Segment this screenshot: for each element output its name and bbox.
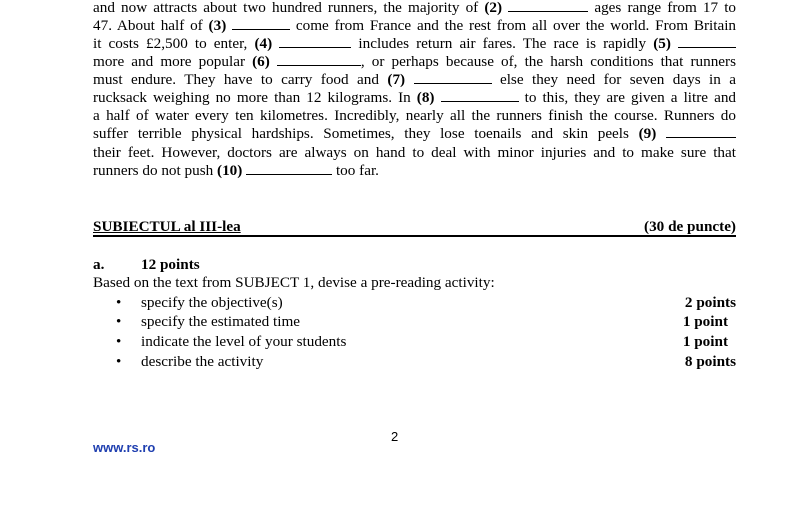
passage-line-1 <box>93 0 736 17</box>
gap-blank <box>279 35 351 48</box>
section-title: SUBIECTUL al III-lea <box>93 218 241 235</box>
task-letter: a. <box>93 256 105 273</box>
text-segment: includes return air fares. The race is rapidly <box>358 35 647 52</box>
text-segment: it costs £2,500 to enter, <box>93 35 248 52</box>
list-item-text: indicate the level of your students <box>141 333 347 350</box>
gap-blank <box>277 53 361 66</box>
text-segment: rucksack weighing no more than 12 kilograms. In <box>93 89 411 106</box>
text-segment: and now attracts about two hundred runners, the majority of <box>93 0 479 16</box>
gap-blank <box>232 17 290 30</box>
text-segment: too far. <box>335 162 379 179</box>
list-item-points: 1 point <box>682 333 728 350</box>
text-segment: must endure. They have to carry food and <box>93 71 379 88</box>
list-item-points: 2 points <box>684 294 736 311</box>
bullet-icon: • <box>116 313 122 330</box>
text-segment: more and more popular <box>93 53 246 70</box>
gap-number-8: (8) <box>416 89 435 106</box>
website-link[interactable]: www.rs.ro <box>93 440 156 455</box>
gap-number-4: (4) <box>254 35 273 52</box>
text-segment: suffer terrible physical hardships. Sometimes, they lose toenails and skin peels <box>93 125 629 142</box>
gap-number-6: (6) <box>252 53 270 70</box>
section-divider <box>93 235 736 237</box>
passage-line-5 <box>93 71 736 89</box>
passage-line-8 <box>93 125 736 143</box>
gap-blank <box>508 0 588 12</box>
section-header <box>93 218 736 236</box>
text-segment: ages range from 17 to <box>594 0 737 16</box>
list-item-text: specify the estimated time <box>141 313 300 330</box>
gap-number-9: (9) <box>638 125 657 142</box>
gap-blank <box>666 125 736 138</box>
gap-number-10: (10) <box>217 162 243 179</box>
text-segment: their feet. However, doctors are always on hand to deal with minor injuries and to make sure that <box>93 144 736 161</box>
gap-blank <box>441 89 519 102</box>
page-number: 2 <box>391 429 399 444</box>
task-heading <box>93 256 736 274</box>
task-points: 12 points <box>141 256 200 273</box>
text-segment: runners do not push <box>93 162 214 179</box>
text-segment: else they need for seven days in a <box>499 71 736 88</box>
list-item-text: specify the objective(s) <box>141 294 283 311</box>
passage-line-9 <box>93 144 736 162</box>
gap-number-5: (5) <box>653 35 671 52</box>
list-item-points: 8 points <box>684 353 736 370</box>
passage-line-7 <box>93 107 736 125</box>
list-item-points: 1 point <box>682 313 728 330</box>
bullet-icon: • <box>116 353 122 370</box>
bullet-icon: • <box>116 333 122 350</box>
text-segment: , or perhaps because of, the harsh conditions that runners <box>360 53 736 70</box>
text-segment: to this, they are given a litre and <box>524 89 737 106</box>
passage-line-3 <box>93 35 736 53</box>
passage-line-10 <box>93 162 736 180</box>
gap-blank <box>678 35 736 48</box>
text-segment: 47. About half of <box>93 17 203 34</box>
gap-blank <box>246 162 332 175</box>
gap-number-2: (2) <box>484 0 503 16</box>
gap-number-7: (7) <box>387 71 406 88</box>
gap-number-3: (3) <box>208 17 227 34</box>
gap-blank <box>414 71 492 84</box>
passage-line-6 <box>93 89 736 107</box>
task-instruction: Based on the text from SUBJECT 1, devise a pre-reading activity: <box>93 274 495 291</box>
text-segment: a half of water every ten kilometres. Incredibly, nearly all the runners finish the course. Runners do <box>93 107 736 124</box>
bullet-icon: • <box>116 294 122 311</box>
section-points: (30 de puncte) <box>644 218 736 235</box>
passage-line-4 <box>93 53 736 71</box>
passage-line-2 <box>93 17 736 35</box>
list-item-text: describe the activity <box>141 353 264 370</box>
text-segment: come from France and the rest from all over the world. From Britain <box>295 17 737 34</box>
